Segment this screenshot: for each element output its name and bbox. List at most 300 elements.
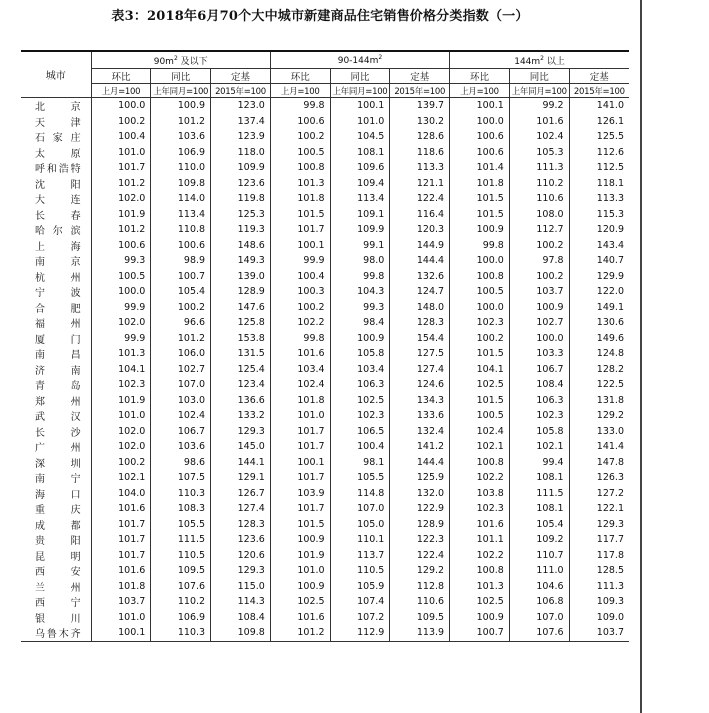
index-value: 124.8 — [596, 348, 624, 360]
index-value: 102.0 — [91, 424, 151, 440]
city-name: 南京 — [21, 253, 91, 269]
sub-header-yoy: 同比 — [330, 69, 390, 84]
base-header: 上年同月=100 — [509, 84, 569, 98]
city-name: 大连 — [21, 191, 91, 207]
index-value: 101.5 — [450, 207, 510, 223]
city-name: 太原 — [21, 145, 91, 161]
city-name: 重庆 — [21, 501, 91, 517]
index-value: 99.3 — [330, 300, 390, 316]
index-value: 122.3 — [390, 532, 450, 548]
index-value: 102.4 — [270, 377, 330, 393]
index-value: 109.5 — [151, 563, 211, 579]
index-value: 139.7 — [390, 98, 450, 114]
index-value: 100.5 — [450, 408, 510, 424]
index-value: 97.8 — [509, 253, 569, 269]
sub-header-mom: 环比 — [91, 69, 151, 84]
city-column-header: 城市 — [21, 51, 91, 98]
index-value: 131.8 — [596, 394, 624, 406]
index-value: 105.8 — [330, 346, 390, 362]
index-value: 100.0 — [91, 284, 151, 300]
index-value: 113.3 — [390, 160, 450, 176]
city-name: 乌鲁木齐 — [21, 625, 91, 641]
table-row — [21, 284, 629, 300]
index-value: 101.7 — [270, 501, 330, 517]
index-value: 106.9 — [151, 145, 211, 161]
index-value: 106.7 — [151, 424, 211, 440]
table-row — [21, 176, 629, 192]
base-header: 上年同月=100 — [330, 84, 390, 98]
index-value: 101.0 — [91, 145, 151, 161]
index-value: 101.6 — [450, 517, 510, 533]
index-value: 102.3 — [450, 501, 510, 517]
index-value: 128.5 — [596, 565, 624, 577]
index-value: 101.2 — [270, 625, 330, 641]
table-row — [21, 579, 629, 595]
city-name: 广州 — [21, 439, 91, 455]
index-value: 100.6 — [450, 129, 510, 145]
index-value: 113.9 — [390, 625, 450, 641]
table-title: 表3：2018年6月70个大中城市新建商品住宅销售价格分类指数（一） — [111, 9, 529, 24]
index-value: 118.6 — [390, 145, 450, 161]
index-value: 111.3 — [509, 160, 569, 176]
city-name: 成都 — [21, 517, 91, 533]
index-value: 109.0 — [596, 611, 624, 623]
index-value: 104.6 — [509, 579, 569, 595]
index-value: 102.5 — [330, 393, 390, 409]
city-name: 昆明 — [21, 548, 91, 564]
sub-header-mom: 环比 — [450, 69, 510, 84]
index-value: 126.3 — [596, 472, 624, 484]
city-name: 兰州 — [21, 579, 91, 595]
index-value: 134.3 — [390, 393, 450, 409]
index-value: 109.1 — [330, 207, 390, 223]
index-value: 99.8 — [330, 269, 390, 285]
city-name: 合肥 — [21, 300, 91, 316]
index-value: 108.3 — [151, 501, 211, 517]
index-value: 147.6 — [211, 300, 271, 316]
index-value: 104.3 — [330, 284, 390, 300]
index-value: 101.5 — [450, 393, 510, 409]
index-value: 129.3 — [211, 424, 271, 440]
index-value: 109.6 — [330, 160, 390, 176]
table-row — [21, 331, 629, 347]
city-name: 杭州 — [21, 269, 91, 285]
index-value: 101.4 — [450, 160, 510, 176]
page-edge-divider — [640, 0, 642, 713]
index-value: 126.7 — [211, 486, 271, 502]
index-value: 99.9 — [91, 331, 151, 347]
index-value: 99.9 — [91, 300, 151, 316]
index-value: 139.0 — [211, 269, 271, 285]
table-row — [21, 253, 629, 269]
index-value: 109.9 — [330, 222, 390, 238]
index-value: 100.6 — [270, 114, 330, 130]
index-value: 109.8 — [151, 176, 211, 192]
index-value: 101.7 — [91, 160, 151, 176]
index-value: 100.2 — [91, 114, 151, 130]
index-value: 105.4 — [151, 284, 211, 300]
index-value: 111.5 — [151, 532, 211, 548]
group-header-small: $90m^2$ 及以下 — [91, 51, 270, 69]
index-value: 101.3 — [270, 176, 330, 192]
index-value: 106.8 — [509, 594, 569, 610]
index-value: 102.5 — [450, 377, 510, 393]
table-row — [21, 222, 629, 238]
table-row — [21, 377, 629, 393]
index-value: 103.0 — [151, 393, 211, 409]
index-value: 101.0 — [91, 408, 151, 424]
index-value: 101.0 — [330, 114, 390, 130]
index-value: 119.3 — [211, 222, 271, 238]
city-name: 沈阳 — [21, 176, 91, 192]
index-value: 98.6 — [151, 455, 211, 471]
index-value: 102.4 — [509, 129, 569, 145]
index-value: 101.8 — [270, 393, 330, 409]
index-value: 108.4 — [509, 377, 569, 393]
index-value: 99.8 — [270, 331, 330, 347]
index-value: 153.8 — [211, 331, 271, 347]
index-value: 137.4 — [211, 114, 271, 130]
index-value: 102.7 — [509, 315, 569, 331]
city-name: 石家庄 — [21, 129, 91, 145]
index-value: 106.3 — [330, 377, 390, 393]
index-value: 100.5 — [91, 269, 151, 285]
index-value: 107.5 — [151, 470, 211, 486]
index-value: 111.0 — [509, 563, 569, 579]
index-value: 113.3 — [596, 193, 624, 205]
index-value: 99.3 — [91, 253, 151, 269]
sub-header-fixed: 定基 — [211, 69, 271, 84]
index-value: 103.8 — [450, 486, 510, 502]
city-name: 天津 — [21, 114, 91, 130]
index-value: 118.1 — [596, 177, 624, 189]
index-value: 110.5 — [151, 548, 211, 564]
index-value: 99.1 — [330, 238, 390, 254]
index-value: 103.4 — [330, 362, 390, 378]
index-value: 119.8 — [211, 191, 271, 207]
city-name: 哈尔滨 — [21, 222, 91, 238]
index-value: 102.1 — [450, 439, 510, 455]
index-value: 101.8 — [450, 176, 510, 192]
index-value: 112.8 — [390, 579, 450, 595]
index-value: 132.4 — [390, 424, 450, 440]
table-row — [21, 98, 629, 114]
index-value: 113.4 — [330, 191, 390, 207]
index-value: 101.6 — [91, 563, 151, 579]
index-value: 101.6 — [91, 501, 151, 517]
group-header-large: $144m^2$ 以上 — [450, 51, 629, 69]
index-value: 133.2 — [211, 408, 271, 424]
index-value: 101.2 — [151, 114, 211, 130]
index-value: 104.0 — [91, 486, 151, 502]
index-value: 147.8 — [596, 456, 624, 468]
index-value: 129.3 — [596, 518, 624, 530]
index-value: 108.0 — [509, 207, 569, 223]
index-value: 124.7 — [390, 284, 450, 300]
index-value: 149.1 — [596, 301, 624, 313]
index-value: 100.5 — [450, 284, 510, 300]
index-value: 106.9 — [151, 610, 211, 626]
index-value: 101.1 — [450, 532, 510, 548]
index-value: 125.8 — [211, 315, 271, 331]
index-value: 133.0 — [596, 425, 624, 437]
city-name: 呼和浩特 — [21, 160, 91, 176]
table-row — [21, 346, 629, 362]
index-value: 102.3 — [330, 408, 390, 424]
index-value: 125.4 — [211, 362, 271, 378]
index-value: 102.3 — [91, 377, 151, 393]
index-value: 100.2 — [91, 455, 151, 471]
index-value: 105.9 — [330, 579, 390, 595]
index-value: 102.0 — [91, 191, 151, 207]
index-value: 101.6 — [509, 114, 569, 130]
index-value: 149.3 — [211, 253, 271, 269]
index-value: 112.6 — [596, 146, 624, 158]
index-value: 101.7 — [91, 532, 151, 548]
index-value: 110.0 — [151, 160, 211, 176]
index-value: 133.6 — [390, 408, 450, 424]
table-row — [21, 424, 629, 440]
index-value: 105.3 — [509, 145, 569, 161]
table-row — [21, 470, 629, 486]
index-value: 102.4 — [450, 424, 510, 440]
table-row — [21, 408, 629, 424]
index-value: 101.5 — [270, 207, 330, 223]
index-value: 100.6 — [151, 238, 211, 254]
index-value: 110.7 — [509, 548, 569, 564]
index-value: 110.2 — [509, 176, 569, 192]
index-value: 101.0 — [270, 408, 330, 424]
index-value: 100.1 — [270, 455, 330, 471]
index-value: 113.4 — [151, 207, 211, 223]
index-value: 114.8 — [330, 486, 390, 502]
index-value: 106.3 — [509, 393, 569, 409]
table-row — [21, 315, 629, 331]
index-value: 124.6 — [390, 377, 450, 393]
index-value: 102.4 — [151, 408, 211, 424]
index-value: 100.1 — [91, 625, 151, 641]
index-value: 107.0 — [151, 377, 211, 393]
index-value: 109.8 — [211, 625, 271, 641]
index-value: 128.6 — [390, 129, 450, 145]
index-value: 100.8 — [270, 160, 330, 176]
index-value: 101.5 — [270, 517, 330, 533]
index-value: 111.5 — [509, 486, 569, 502]
index-value: 102.0 — [91, 315, 151, 331]
table-row — [21, 207, 629, 223]
index-value: 101.3 — [91, 346, 151, 362]
table-row — [21, 532, 629, 548]
table-row — [21, 517, 629, 533]
index-value: 115.0 — [211, 579, 271, 595]
index-value: 120.6 — [211, 548, 271, 564]
index-value: 101.7 — [270, 222, 330, 238]
index-value: 106.7 — [509, 362, 569, 378]
index-value: 128.9 — [390, 517, 450, 533]
table-body — [21, 98, 629, 642]
index-value: 103.3 — [509, 346, 569, 362]
index-value: 127.4 — [211, 501, 271, 517]
index-value: 102.1 — [509, 439, 569, 455]
index-value: 140.7 — [596, 255, 624, 267]
index-value: 136.6 — [211, 393, 271, 409]
index-value: 148.0 — [390, 300, 450, 316]
index-value: 100.8 — [450, 563, 510, 579]
index-value: 108.1 — [509, 470, 569, 486]
index-value: 117.8 — [596, 549, 624, 561]
index-value: 100.2 — [450, 331, 510, 347]
base-header: 2015年=100 — [569, 84, 629, 98]
index-value: 110.3 — [151, 625, 211, 641]
index-value: 107.2 — [330, 610, 390, 626]
index-value: 102.5 — [450, 594, 510, 610]
index-value: 127.4 — [390, 362, 450, 378]
index-value: 100.6 — [450, 145, 510, 161]
index-value: 123.6 — [211, 176, 271, 192]
base-header: 上月=100 — [91, 84, 151, 98]
city-name: 南昌 — [21, 346, 91, 362]
index-value: 123.0 — [211, 98, 271, 114]
index-value: 144.4 — [390, 253, 450, 269]
index-value: 109.5 — [390, 610, 450, 626]
index-value: 102.2 — [270, 315, 330, 331]
table-row — [21, 114, 629, 130]
index-value: 125.9 — [390, 470, 450, 486]
index-value: 144.9 — [390, 238, 450, 254]
index-value: 145.0 — [211, 439, 271, 455]
city-name: 郑州 — [21, 393, 91, 409]
table-row — [21, 191, 629, 207]
index-value: 103.9 — [270, 486, 330, 502]
table-row — [21, 563, 629, 579]
sub-header-yoy: 同比 — [151, 69, 211, 84]
index-value: 100.8 — [450, 455, 510, 471]
index-value: 103.7 — [509, 284, 569, 300]
index-value: 114.0 — [151, 191, 211, 207]
index-value: 100.5 — [270, 145, 330, 161]
index-value: 100.7 — [450, 625, 510, 641]
index-value: 129.2 — [390, 563, 450, 579]
index-value: 105.4 — [509, 517, 569, 533]
index-value: 100.0 — [450, 114, 510, 130]
index-value: 143.4 — [596, 239, 624, 251]
index-value: 102.3 — [509, 408, 569, 424]
index-value: 98.9 — [151, 253, 211, 269]
index-value: 102.7 — [151, 362, 211, 378]
index-value: 100.1 — [450, 98, 510, 114]
index-value: 122.9 — [390, 501, 450, 517]
city-name: 长春 — [21, 207, 91, 223]
index-value: 105.8 — [509, 424, 569, 440]
city-name: 济南 — [21, 362, 91, 378]
group-header-medium: $90-144m^2$ — [270, 51, 449, 69]
index-value: 108.4 — [211, 610, 271, 626]
index-value: 129.9 — [596, 270, 624, 282]
city-name: 南宁 — [21, 470, 91, 486]
index-value: 130.6 — [596, 317, 624, 329]
table-row — [21, 393, 629, 409]
table-row — [21, 300, 629, 316]
index-value: 100.0 — [450, 253, 510, 269]
index-value: 128.3 — [390, 315, 450, 331]
index-value: 132.0 — [390, 486, 450, 502]
index-value: 112.9 — [330, 625, 390, 641]
index-value: 100.2 — [509, 269, 569, 285]
city-name: 贵阳 — [21, 532, 91, 548]
index-value: 141.2 — [390, 439, 450, 455]
index-value: 100.2 — [270, 129, 330, 145]
index-value: 101.8 — [91, 579, 151, 595]
city-name: 福州 — [21, 315, 91, 331]
index-value: 104.5 — [330, 129, 390, 145]
index-value: 154.4 — [390, 331, 450, 347]
table-row — [21, 486, 629, 502]
table-row — [21, 145, 629, 161]
index-value: 101.0 — [91, 610, 151, 626]
table-row — [21, 362, 629, 378]
table-row — [21, 269, 629, 285]
city-name: 上海 — [21, 238, 91, 254]
index-value: 100.9 — [270, 532, 330, 548]
index-value: 100.9 — [151, 98, 211, 114]
index-value: 104.1 — [450, 362, 510, 378]
index-value: 101.2 — [151, 331, 211, 347]
index-value: 101.3 — [450, 579, 510, 595]
index-value: 103.6 — [151, 129, 211, 145]
index-value: 123.6 — [211, 532, 271, 548]
index-value: 125.3 — [211, 207, 271, 223]
index-value: 101.2 — [91, 176, 151, 192]
index-value: 116.4 — [390, 207, 450, 223]
index-value: 122.5 — [596, 379, 624, 391]
index-value: 104.1 — [91, 362, 151, 378]
index-value: 110.2 — [151, 594, 211, 610]
index-value: 100.0 — [450, 300, 510, 316]
index-value: 132.6 — [390, 269, 450, 285]
index-value: 141.4 — [596, 441, 624, 453]
index-value: 131.5 — [211, 346, 271, 362]
index-value: 144.4 — [390, 455, 450, 471]
index-value: 127.2 — [596, 487, 624, 499]
table-row — [21, 455, 629, 471]
index-value: 101.9 — [270, 548, 330, 564]
city-name: 西安 — [21, 563, 91, 579]
index-value: 100.7 — [151, 269, 211, 285]
index-value: 101.8 — [270, 191, 330, 207]
index-value: 100.6 — [91, 238, 151, 254]
index-value: 123.4 — [211, 377, 271, 393]
index-value: 109.9 — [211, 160, 271, 176]
index-value: 110.6 — [509, 191, 569, 207]
index-value: 100.0 — [91, 98, 151, 114]
index-value: 128.2 — [596, 363, 624, 375]
index-value: 100.4 — [270, 269, 330, 285]
index-value: 129.1 — [211, 470, 271, 486]
city-name: 银川 — [21, 610, 91, 626]
index-value: 118.0 — [211, 145, 271, 161]
index-value: 105.5 — [330, 470, 390, 486]
index-value: 99.4 — [509, 455, 569, 471]
table-row — [21, 594, 629, 610]
index-value: 127.5 — [390, 346, 450, 362]
index-value: 121.1 — [390, 176, 450, 192]
index-value: 101.2 — [91, 222, 151, 238]
index-value: 102.2 — [450, 548, 510, 564]
price-index-table — [21, 50, 629, 642]
index-value: 100.8 — [450, 269, 510, 285]
index-value: 123.9 — [211, 129, 271, 145]
index-value: 96.6 — [151, 315, 211, 331]
